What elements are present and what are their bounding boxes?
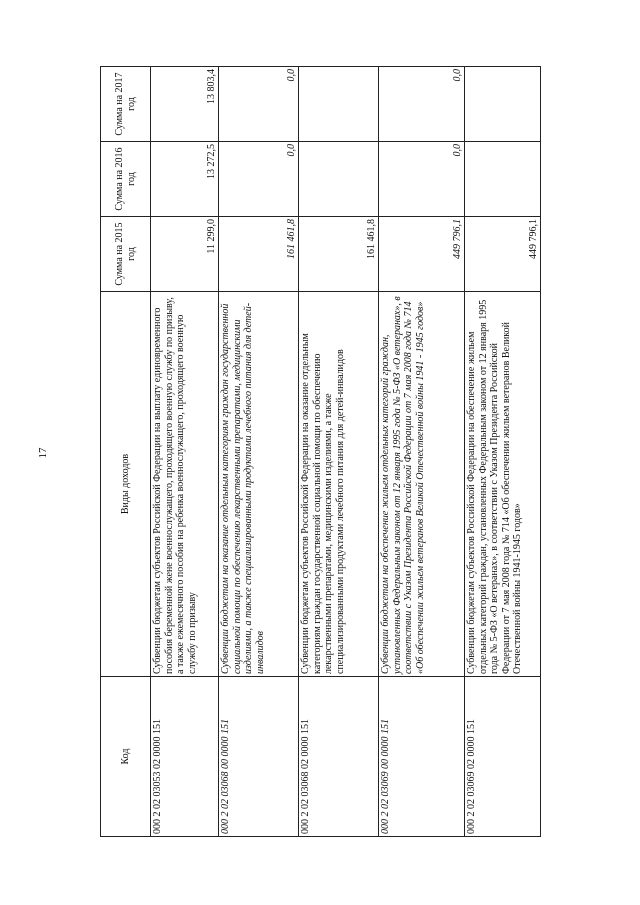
header-2016: Сумма на 2016 год [101,142,151,217]
page-number: 17 [37,447,49,459]
table-header-row [101,67,151,837]
header-2017: Сумма на 2017 год [101,67,151,142]
row-2016 [465,142,541,217]
row-2015: 449 796,1 [465,217,541,292]
row-2015: 161 461,8 [219,217,299,292]
row-2017: 0,0 [219,67,299,142]
row-2016: 0,0 [219,142,299,217]
income-table [100,66,541,837]
row-code: 000 2 02 03068 02 0000 151 [299,677,379,837]
row-code: 000 2 02 03068 00 0000 151 [219,677,299,837]
table-row [299,67,379,837]
row-2016 [299,142,379,217]
row-2017: 0,0 [379,67,465,142]
row-2017: 13 803,4 [151,67,219,142]
row-desc: Субвенции бюджетам субъектов Российской Федерации на обеспечение жильем отдельных категорий граждан, установленных Федеральным законом от 12 января 1995 года № 5-ФЗ «О ветеранах», в соответствии с Указом Президента Российской Федерации от 7 мая 2008 года № 714 «Об обеспечении жильем ветеранов Великой Отечественной войны 1941-1945 годов» [465,292,541,677]
row-2015: 449 796,1 [379,217,465,292]
row-2016: 13 272,5 [151,142,219,217]
header-code: Код [101,677,151,837]
row-desc: Субвенции бюджетам на оказание отдельным категориям граждан государственной социальной помощи по обеспечению лекарственными препаратами, медицинскими изделиями, а также специализированными продуктами лечебного питания для детей-инвалидов [219,292,299,677]
table-row [379,67,465,837]
row-desc: Субвенции бюджетам на обеспечение жильем отдельных категорий граждан, установленных Федеральным законом от 12 января 1995 года № 5-ФЗ «О ветеранах», в соответствии с Указом Президента Российской Федерации от 7 мая 2008 года № 714 «Об обеспечении жильем ветеранов Великой Отечественной войны 1941 - 1945 годов» [379,292,465,677]
table-row [151,67,219,837]
header-2015: Сумма на 2015 год [101,217,151,292]
row-code: 000 2 02 03069 00 0000 151 [379,677,465,837]
table-row [465,67,541,837]
row-desc: Субвенции бюджетам субъектов Российской Федерации на выплату единовременного пособия беременной жене военнослужащего, проходящего военную службу по призыву, а также ежемесячного пособия на ребенка военнослужащего, проходящего военную службу по призыву [151,292,219,677]
row-code: 000 2 02 03069 02 0000 151 [465,677,541,837]
header-desc: Виды доходов [101,292,151,677]
row-code: 000 2 02 03053 02 0000 151 [151,677,219,837]
row-2015: 11 299,0 [151,217,219,292]
row-2017 [465,67,541,142]
rotated-table-container [100,67,540,837]
row-2016: 0,0 [379,142,465,217]
row-desc: Субвенции бюджетам субъектов Российской Федерации на оказание отдельным категориям граждан государственной социальной помощи по обеспечению лекарственными препаратами, медицинскими изделиями, а также специализированными продуктами лечебного питания для детей-инвалидов [299,292,379,677]
row-2015: 161 461,8 [299,217,379,292]
table-row [219,67,299,837]
row-2017 [299,67,379,142]
